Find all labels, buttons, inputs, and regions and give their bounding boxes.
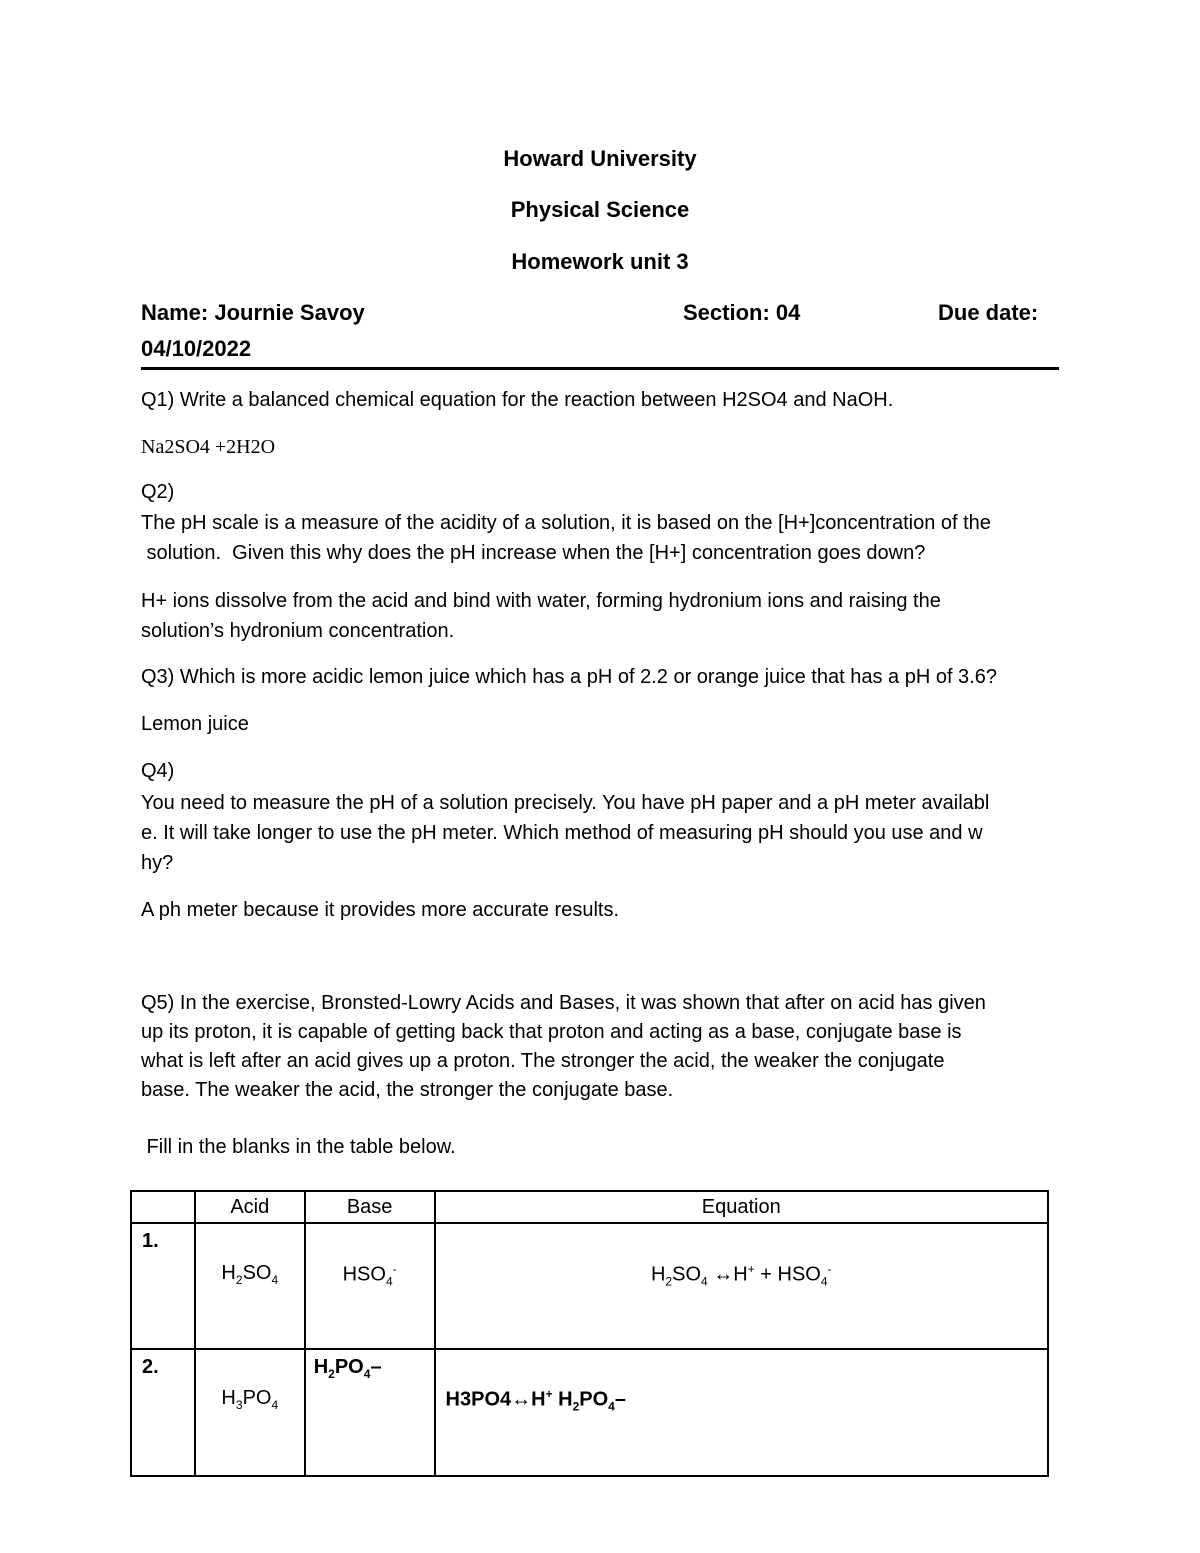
acid-cell [195,1223,305,1349]
q2-question [141,508,1066,568]
university-title: Howard University [503,146,697,171]
table-header-acid: Acid [195,1191,305,1223]
formula-subscript: 4 [385,1274,393,1289]
formula-subscript: 4 [271,1398,279,1412]
equation-cell [435,1349,1048,1476]
q2-answer [141,586,1066,646]
formula-part: H [313,1356,329,1378]
q5-line: Q5) In the exercise, Bronsted-Lowry Acids and Bases, it was shown that after on acid has given [141,992,986,1014]
formula-part: SO [672,1263,702,1286]
course-title: Physical Science [510,197,690,222]
q3-answer: Lemon juice [141,713,249,735]
acid-base-table [130,1190,1049,1477]
formula-part: – [370,1356,382,1378]
base-cell [305,1223,435,1349]
formula-subscript: 2 [572,1399,580,1414]
q4-answer: A ph meter because it provides more accurate results. [141,899,620,921]
formula-part: + HSO [754,1263,821,1286]
formula-superscript: - [392,1262,397,1276]
formula-part: H [221,1387,236,1409]
q5-line: base. The weaker the acid, the stronger the conjugate base. [141,1079,674,1101]
formula-part: ↔H [707,1263,748,1286]
q4-label: Q4) [141,760,175,782]
formula-part: PO [579,1388,609,1411]
q5-line: what is left after an acid gives up a proton. The stronger the acid, the weaker the conjugate [141,1050,945,1072]
formula-subscript: 4 [820,1274,828,1289]
assignment-title: Homework unit 3 [511,249,689,274]
q2-answer-line: H+ ions dissolve from the acid and bind with water, forming hydronium ions and raising the [141,590,941,612]
formula-subscript: 2 [328,1367,335,1381]
row-number: 2. [131,1349,195,1476]
formula-superscript: + [545,1387,553,1401]
row-number: 1. [131,1223,195,1349]
q2-answer-line: solution’s hydronium concentration. [141,620,455,642]
q2-question-line: The pH scale is a measure of the acidity of a solution, it is based on the [H+]concentration of the [141,512,991,534]
table-row [131,1223,1048,1349]
formula-part: PO [334,1356,364,1378]
formula-part: H3PO4↔H [445,1388,546,1411]
q4-question [141,788,1066,878]
formula-superscript: - [827,1262,832,1276]
table-header-row [131,1191,1048,1223]
formula-part: – [614,1388,626,1411]
q2-question-line: solution. Given this why does the pH increase when the [H+] concentration goes down? [141,542,926,564]
q4-question-line: hy? [141,852,174,874]
formula-superscript: + [747,1262,755,1276]
formula-subscript: 4 [363,1367,371,1381]
formula-part: SO [242,1262,272,1284]
formula-part: H [650,1263,666,1286]
formula-part: H [221,1262,236,1284]
table-header-equation: Equation [435,1191,1048,1223]
formula-subscript: 2 [665,1274,673,1289]
q4-question-line: e. It will take longer to use the pH meter. Which method of measuring pH should you use and w [141,822,983,844]
formula-part: PO [242,1387,272,1409]
formula-part: HSO [342,1263,386,1286]
formula-subscript: 2 [235,1273,243,1287]
q5-instruction: Fill in the blanks in the table below. [141,1136,456,1158]
table-header-cell [131,1191,195,1223]
q1-question: Q1) Write a balanced chemical equation for the reaction between H2SO4 and NaOH. [141,389,894,411]
q5-line: up its proton, it is capable of getting back that proton and acting as a base, conjugate base is [141,1021,962,1043]
formula-subscript: 4 [271,1273,279,1287]
table-header-base: Base [305,1191,435,1223]
q2-label: Q2) [141,481,175,503]
formula-subscript: 4 [701,1274,708,1289]
equation-cell [435,1223,1048,1349]
q4-question-line: You need to measure the pH of a solution precisely. You have pH paper and a pH meter availabl [141,792,990,814]
formula-subscript: 3 [235,1398,243,1412]
base-cell [305,1349,435,1476]
due-date-label: Due date: [938,300,1039,325]
formula-subscript: 4 [608,1399,615,1414]
due-date-value: 04/10/2022 [141,336,252,361]
student-name: Name: Journie Savoy [141,300,365,325]
acid-cell [195,1349,305,1476]
header-divider [141,367,1059,370]
formula-part: H [552,1388,573,1411]
q3-question: Q3) Which is more acidic lemon juice which has a pH of 2.2 or orange juice that has a pH of 3.6? [141,666,997,688]
table-row [131,1349,1048,1476]
section-number: Section: 04 [683,300,801,325]
q1-answer: Na2SO4 +2H2O [141,436,276,458]
q5-text [141,989,1066,1105]
